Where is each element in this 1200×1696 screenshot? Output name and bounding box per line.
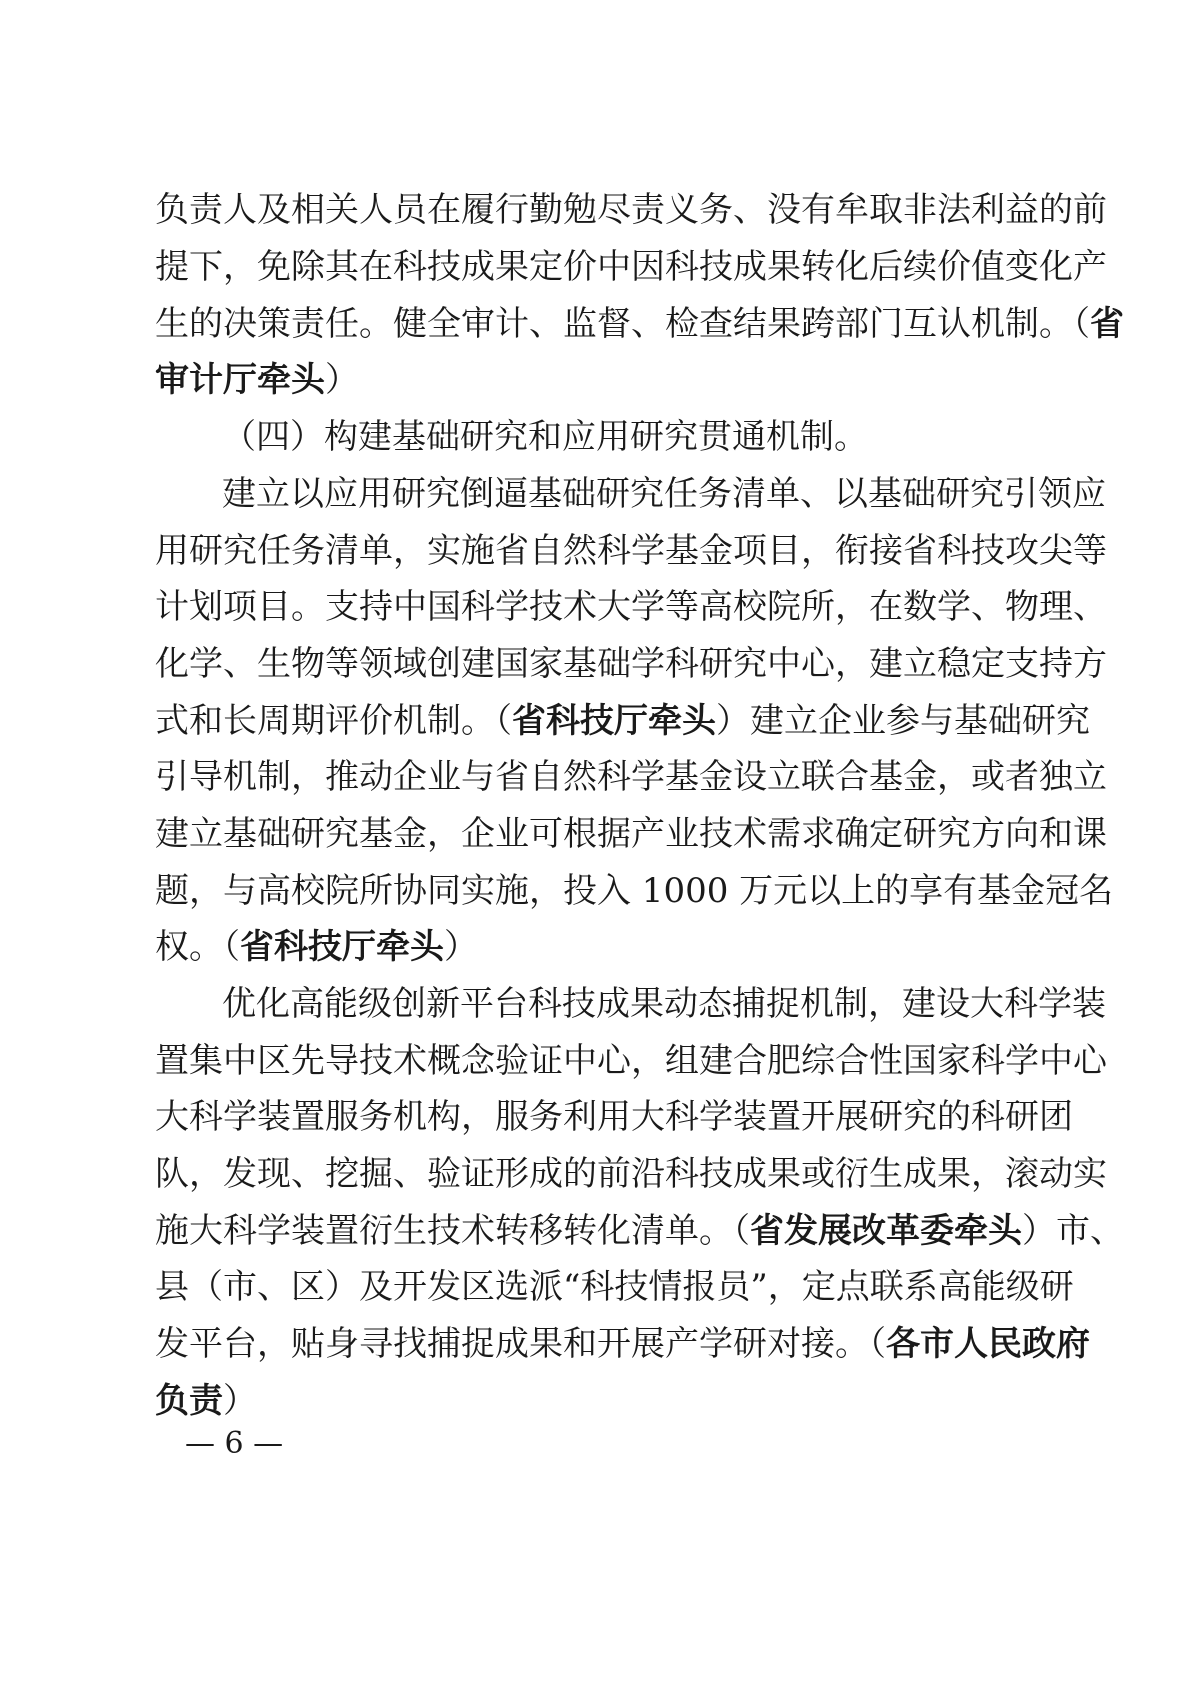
text-segment: 发平台，贴身寻找捕捉成果和开展产学研对接。（ [155,1324,886,1364]
text-segment: 队，发现、挖掘、验证形成的前沿科技成果或衍生成果，滚动实 [155,1154,1107,1194]
page-number: — 6 — [185,1426,284,1461]
lead-agency-text: 审计厅牵头 [155,360,325,400]
text-line-8 [155,582,1107,632]
text-line-12 [155,809,1107,859]
text-line-11 [155,752,1107,802]
text-line-14 [155,922,1045,972]
text-segment: 题，与高校院所协同实施，投入 1000 万元以上的享有基金冠名 [155,871,1114,911]
text-segment: 式和长周期评价机制。（ [155,701,512,741]
text-segment: 生的决策责任。健全审计、监督、检查结果跨部门互认机制。（ [155,304,1090,344]
text-segment: ） [223,1381,257,1421]
text-segment: 提下，免除其在科技成果定价中因科技成果转化后续价值变化产 [155,247,1107,287]
text-line-3 [155,299,1124,349]
text-line-13 [155,866,1114,916]
text-segment: 负责人及相关人员在履行勤勉尽责义务、没有牟取非法利益的前 [155,190,1107,230]
text-segment: 置集中区先导技术概念验证中心，组建合肥综合性国家科学中心 [155,1041,1107,1081]
text-segment: ）市、 [1022,1211,1124,1251]
text-line-1 [155,185,1107,235]
text-segment: ） [444,927,478,967]
lead-agency-text: 各市人民政府 [886,1324,1090,1364]
text-segment: ）建立企业参与基础研究 [716,701,1090,741]
text-segment: 化学、生物等领域创建国家基础学科研究中心，建立稳定支持方 [155,644,1107,684]
section-heading-text: （四）构建基础研究和应用研究贯通机制。 [222,417,868,457]
text-line-10 [155,696,1090,746]
text-line-18 [155,1149,1107,1199]
text-line-4 [155,355,1045,405]
text-segment: 建立基础研究基金，企业可根据产业技术需求确定研究方向和课 [155,814,1107,854]
text-line-19 [155,1206,1124,1256]
text-line-6 [222,469,1106,519]
text-line-17 [155,1092,1073,1142]
text-line-22 [155,1376,1045,1426]
text-line-21 [155,1319,1090,1369]
text-segment: 县（市、区）及开发区选派“科技情报员”，定点联系高能级研 [155,1267,1074,1307]
text-line-2 [155,242,1107,292]
text-segment: 用研究任务清单，实施省自然科学基金项目，衔接省科技攻尖等 [155,531,1107,571]
lead-agency-text: 负责 [155,1381,223,1421]
text-segment: 大科学装置服务机构，服务利用大科学装置开展研究的科研团 [155,1097,1073,1137]
lead-agency-text: 省 [1090,304,1124,344]
text-segment: 优化高能级创新平台科技成果动态捕捉机制，建设大科学装 [222,984,1106,1024]
text-line-15 [222,979,1106,1029]
section-heading [222,412,1045,462]
text-segment: 施大科学装置衍生技术转移转化清单。（ [155,1211,750,1251]
text-line-16 [155,1036,1107,1086]
text-segment: 计划项目。支持中国科学技术大学等高校院所，在数学、物理、 [155,587,1107,627]
text-segment: 建立以应用研究倒逼基础研究任务清单、以基础研究引领应 [222,474,1106,514]
lead-agency-text: 省科技厅牵头 [512,701,716,741]
text-segment: 权。（ [155,927,240,967]
text-segment: 引导机制，推动企业与省自然科学基金设立联合基金，或者独立 [155,757,1107,797]
text-line-7 [155,526,1107,576]
text-segment: ） [325,360,359,400]
text-line-20 [155,1262,1074,1312]
text-line-9 [155,639,1107,689]
lead-agency-text: 省科技厅牵头 [240,927,444,967]
lead-agency-text: 省发展改革委牵头 [750,1211,1022,1251]
